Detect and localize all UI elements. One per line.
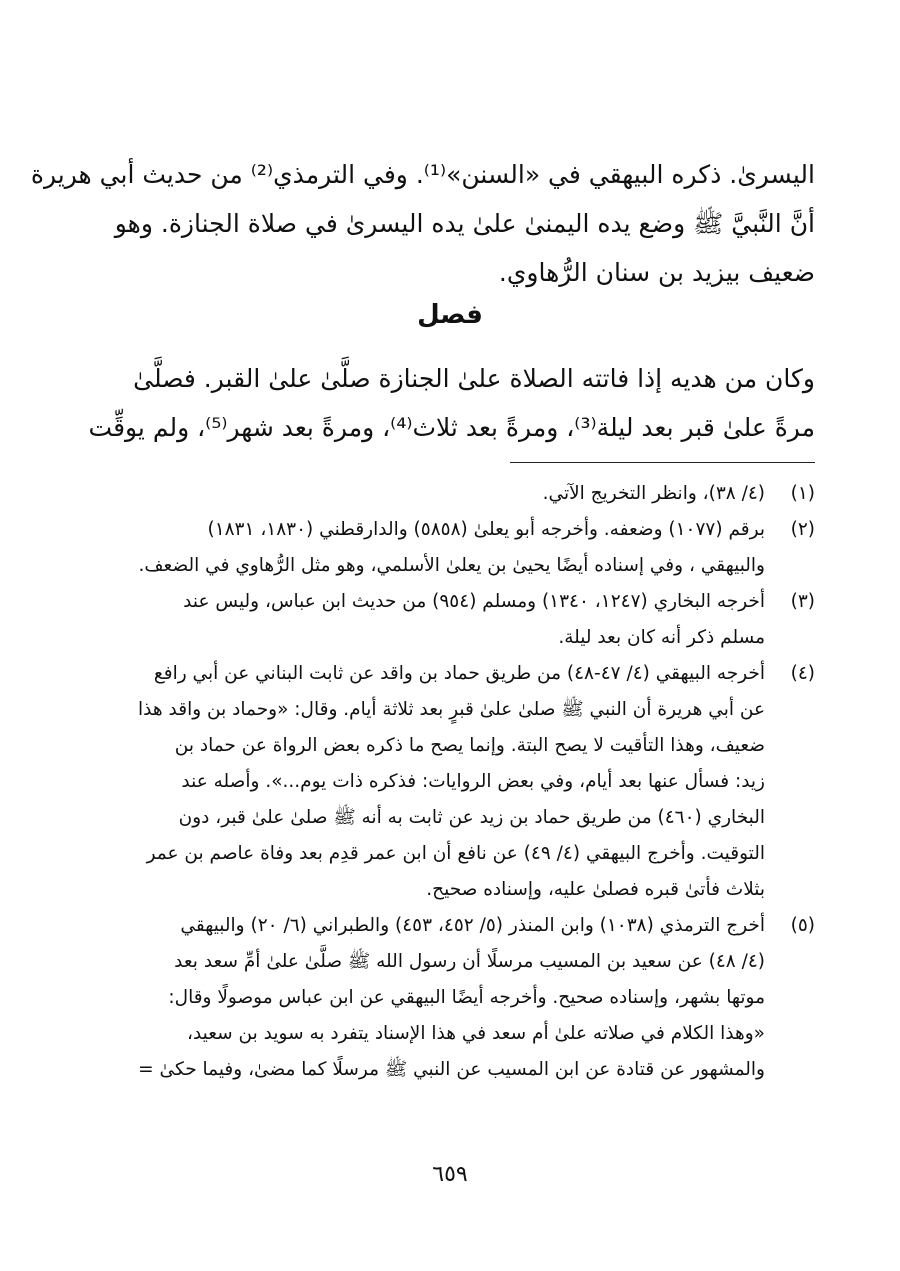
body-line: اليسرىٰ. ذكره البيهقي في «السنن»⁽¹⁾. وفي الترمذي⁽²⁾ من حديث أبي هريرة: [30, 160, 815, 189]
footnote-line: موتها بشهر، وإسناده صحيح. وأخرجه أيضًا البيهقي عن ابن عباس موصولًا وقال:: [168, 987, 765, 1008]
top-paragraph: [30, 150, 815, 297]
footnote-divider: [510, 462, 815, 463]
page-number: ٦٥٩: [432, 1162, 468, 1187]
footnote-line: بثلاث فأتىٰ قبره فصلىٰ عليه، وإسناده صحيح.: [426, 879, 765, 900]
footnote-line: برقم (١٠٧٧) وضعفه. وأخرجه أبو يعلىٰ (٥٨٥٨) والدارقطني (١٨٣٠، ١٨٣١): [207, 519, 765, 540]
footnote: [80, 584, 815, 656]
footnote-number: (١): [790, 483, 815, 504]
footnote-line: أخرج الترمذي (١٠٣٨) وابن المنذر (٥/ ٤٥٢، ٤٥٣) والطبراني (٦/ ٢٠) والبيهقي: [180, 915, 765, 936]
footnote: [80, 908, 815, 1088]
footnote-line: ضعيف، وهذا التأقيت لا يصح البتة. وإنما يصح ما ذكره بعض الرواة عن حماد بن: [174, 735, 765, 756]
section-heading: فصل: [417, 300, 483, 330]
footnote-number: (٢): [790, 519, 815, 540]
footnote-line: (٤/ ٣٨)، وانظر التخريج الآتي.: [542, 483, 765, 504]
footnote-line: أخرجه البخاري (١٢٤٧، ١٣٤٠) ومسلم (٩٥٤) من حديث ابن عباس، وليس عند: [183, 591, 765, 612]
footnote: [80, 656, 815, 908]
body-line: ضعيف بيزيد بن سنان الرُّهاوي.: [498, 258, 815, 287]
footnote-line: التوقيت. وأخرج البيهقي (٤/ ٤٩) عن نافع أن ابن عمر قدِم بعد وفاة عاصم بن عمر: [146, 843, 765, 864]
footnote: [80, 476, 815, 512]
footnote-line: «وهذا الكلام في صلاته علىٰ أم سعد في هذا الإسناد يتفرد به سويد بن سعيد،: [186, 1023, 765, 1044]
body-line: أنَّ النَّبيَّ ﷺ وضع يده اليمنىٰ علىٰ يده اليسرىٰ في صلاة الجنازة. وهو: [114, 209, 815, 238]
footnote-line: مسلم ذكر أنه كان بعد ليلة.: [558, 627, 765, 648]
body-line: وكان من هديه إذا فاتته الصلاة علىٰ الجنازة صلَّىٰ علىٰ القبر. فصلَّىٰ: [133, 364, 815, 393]
footnote-number: (٥): [790, 915, 815, 936]
footnotes: [80, 476, 815, 1088]
footnote-number: (٤): [790, 663, 815, 684]
footnote-line: عن أبي هريرة أن النبي ﷺ صلىٰ علىٰ قبرٍ بعد ثلاثة أيام. وقال: «وحماد بن واقد هذا: [138, 699, 765, 720]
footnote-line: (٤/ ٤٨) عن سعيد بن المسيب مرسلًا أن رسول الله ﷺ صلَّىٰ علىٰ أمِّ سعد بعد: [174, 951, 765, 972]
body-line: مرةً علىٰ قبر بعد ليلة⁽³⁾، ومرةً بعد ثلاث⁽⁴⁾، ومرةً بعد شهر⁽⁵⁾، ولم يوقِّت: [88, 413, 815, 442]
section-paragraph: [80, 354, 815, 452]
footnote-line: أخرجه البيهقي (٤/ ٤٧-٤٨) من طريق حماد بن واقد عن ثابت البناني عن أبي رافع: [153, 663, 765, 684]
footnote-line: زيد: فسأل عنها بعد أيام، وفي بعض الروايات: فذكره ذات يوم...». وأصله عند: [181, 771, 765, 792]
footnote-line: البخاري (٤٦٠) من طريق حماد بن زيد عن ثابت به أنه ﷺ صلىٰ علىٰ قبر، دون: [178, 807, 765, 828]
footnote-number: (٣): [790, 591, 815, 612]
footnote: [80, 512, 815, 584]
footnote-line: والبيهقي ، وفي إسناده أيضًا يحيىٰ بن يعلىٰ الأسلمي، وهو مثل الرُّهاوي في الضعف.: [138, 555, 765, 576]
footnote-line: والمشهور عن قتادة عن ابن المسيب عن النبي ﷺ مرسلًا كما مضىٰ، وفيما حكىٰ =: [138, 1059, 765, 1080]
